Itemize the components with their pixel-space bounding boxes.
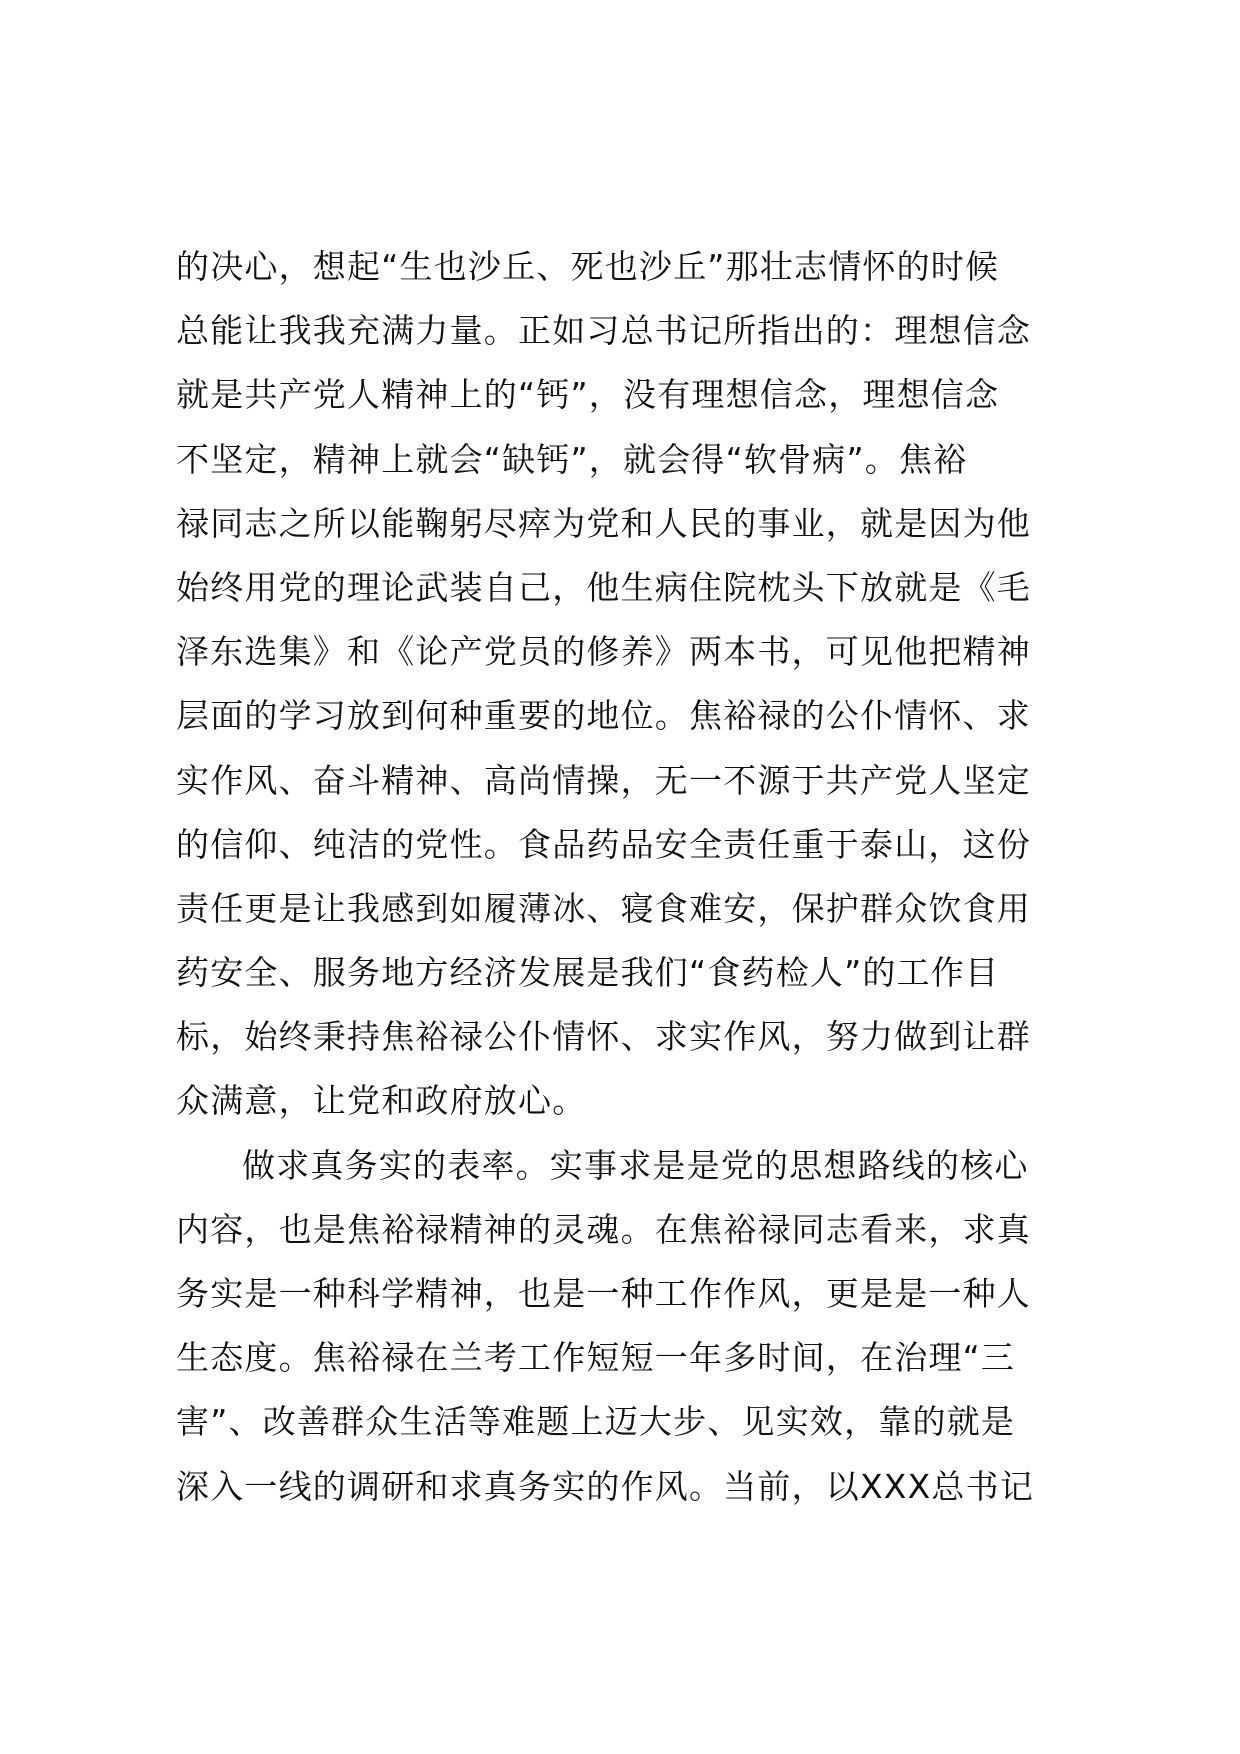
text-line: 始终用党的理论武装自己，他生病住院枕头下放就是《毛 bbox=[176, 567, 1031, 607]
text-line: 禄同志之所以能鞠躬尽瘁为党和人民的事业，就是因为他 bbox=[176, 503, 1031, 543]
text-line: 总能让我我充满力量。正如习总书记所指出的：理想信念 bbox=[176, 311, 1031, 351]
text-line: 层面的学习放到何种重要的地位。焦裕禄的公仆情怀、求 bbox=[176, 696, 1031, 736]
text-line: 生态度。焦裕禄在兰考工作短短一年多时间，在治理“三 bbox=[176, 1338, 1016, 1378]
text-line: 责任更是让我感到如履薄冰、寝食难安，保护群众饮食用 bbox=[176, 888, 1031, 928]
body-text bbox=[176, 235, 1086, 1519]
text-line: 的决心，想起“生也沙丘、死也沙丘”那壮志情怀的时候 bbox=[176, 247, 1000, 286]
paragraph-start-line: 做求真务实的表率。实事求是是党的思想路线的核心 bbox=[242, 1145, 1029, 1185]
text-line: 内容，也是焦裕禄精神的灵魂。在焦裕禄同志看来，求真 bbox=[176, 1209, 1031, 1249]
text-line: 害”、改善群众生活等难题上迈大步、见实效，靠的就是 bbox=[176, 1402, 1016, 1442]
text-line: 深入一线的调研和求真务实的作风。当前，以XXX总书记 bbox=[176, 1466, 1035, 1506]
text-line: 不坚定，精神上就会“缺钙”，就会得“软骨病”。焦裕 bbox=[176, 439, 968, 479]
text-line: 就是共产党人精神上的“钙”，没有理想信念，理想信念 bbox=[176, 375, 1000, 415]
text-line: 泽东选集》和《论产党员的修养》两本书，可见他把精神 bbox=[176, 632, 1031, 672]
text-line: 众满意，让党和政府放心。 bbox=[176, 1081, 587, 1121]
text-line: 药安全、服务地方经济发展是我们“食药检人”的工作目 bbox=[176, 953, 1000, 993]
text-line: 实作风、奋斗精神、高尚情操，无一不源于共产党人坚定 bbox=[176, 760, 1031, 800]
text-line: 的信仰、纯洁的党性。食品药品安全责任重于泰山，这份 bbox=[176, 824, 1031, 864]
text-line: 标，始终秉持焦裕禄公仆情怀、求实作风，努力做到让群 bbox=[176, 1017, 1031, 1057]
text-line: 务实是一种科学精神，也是一种工作作风，更是是一种人 bbox=[176, 1274, 1031, 1313]
